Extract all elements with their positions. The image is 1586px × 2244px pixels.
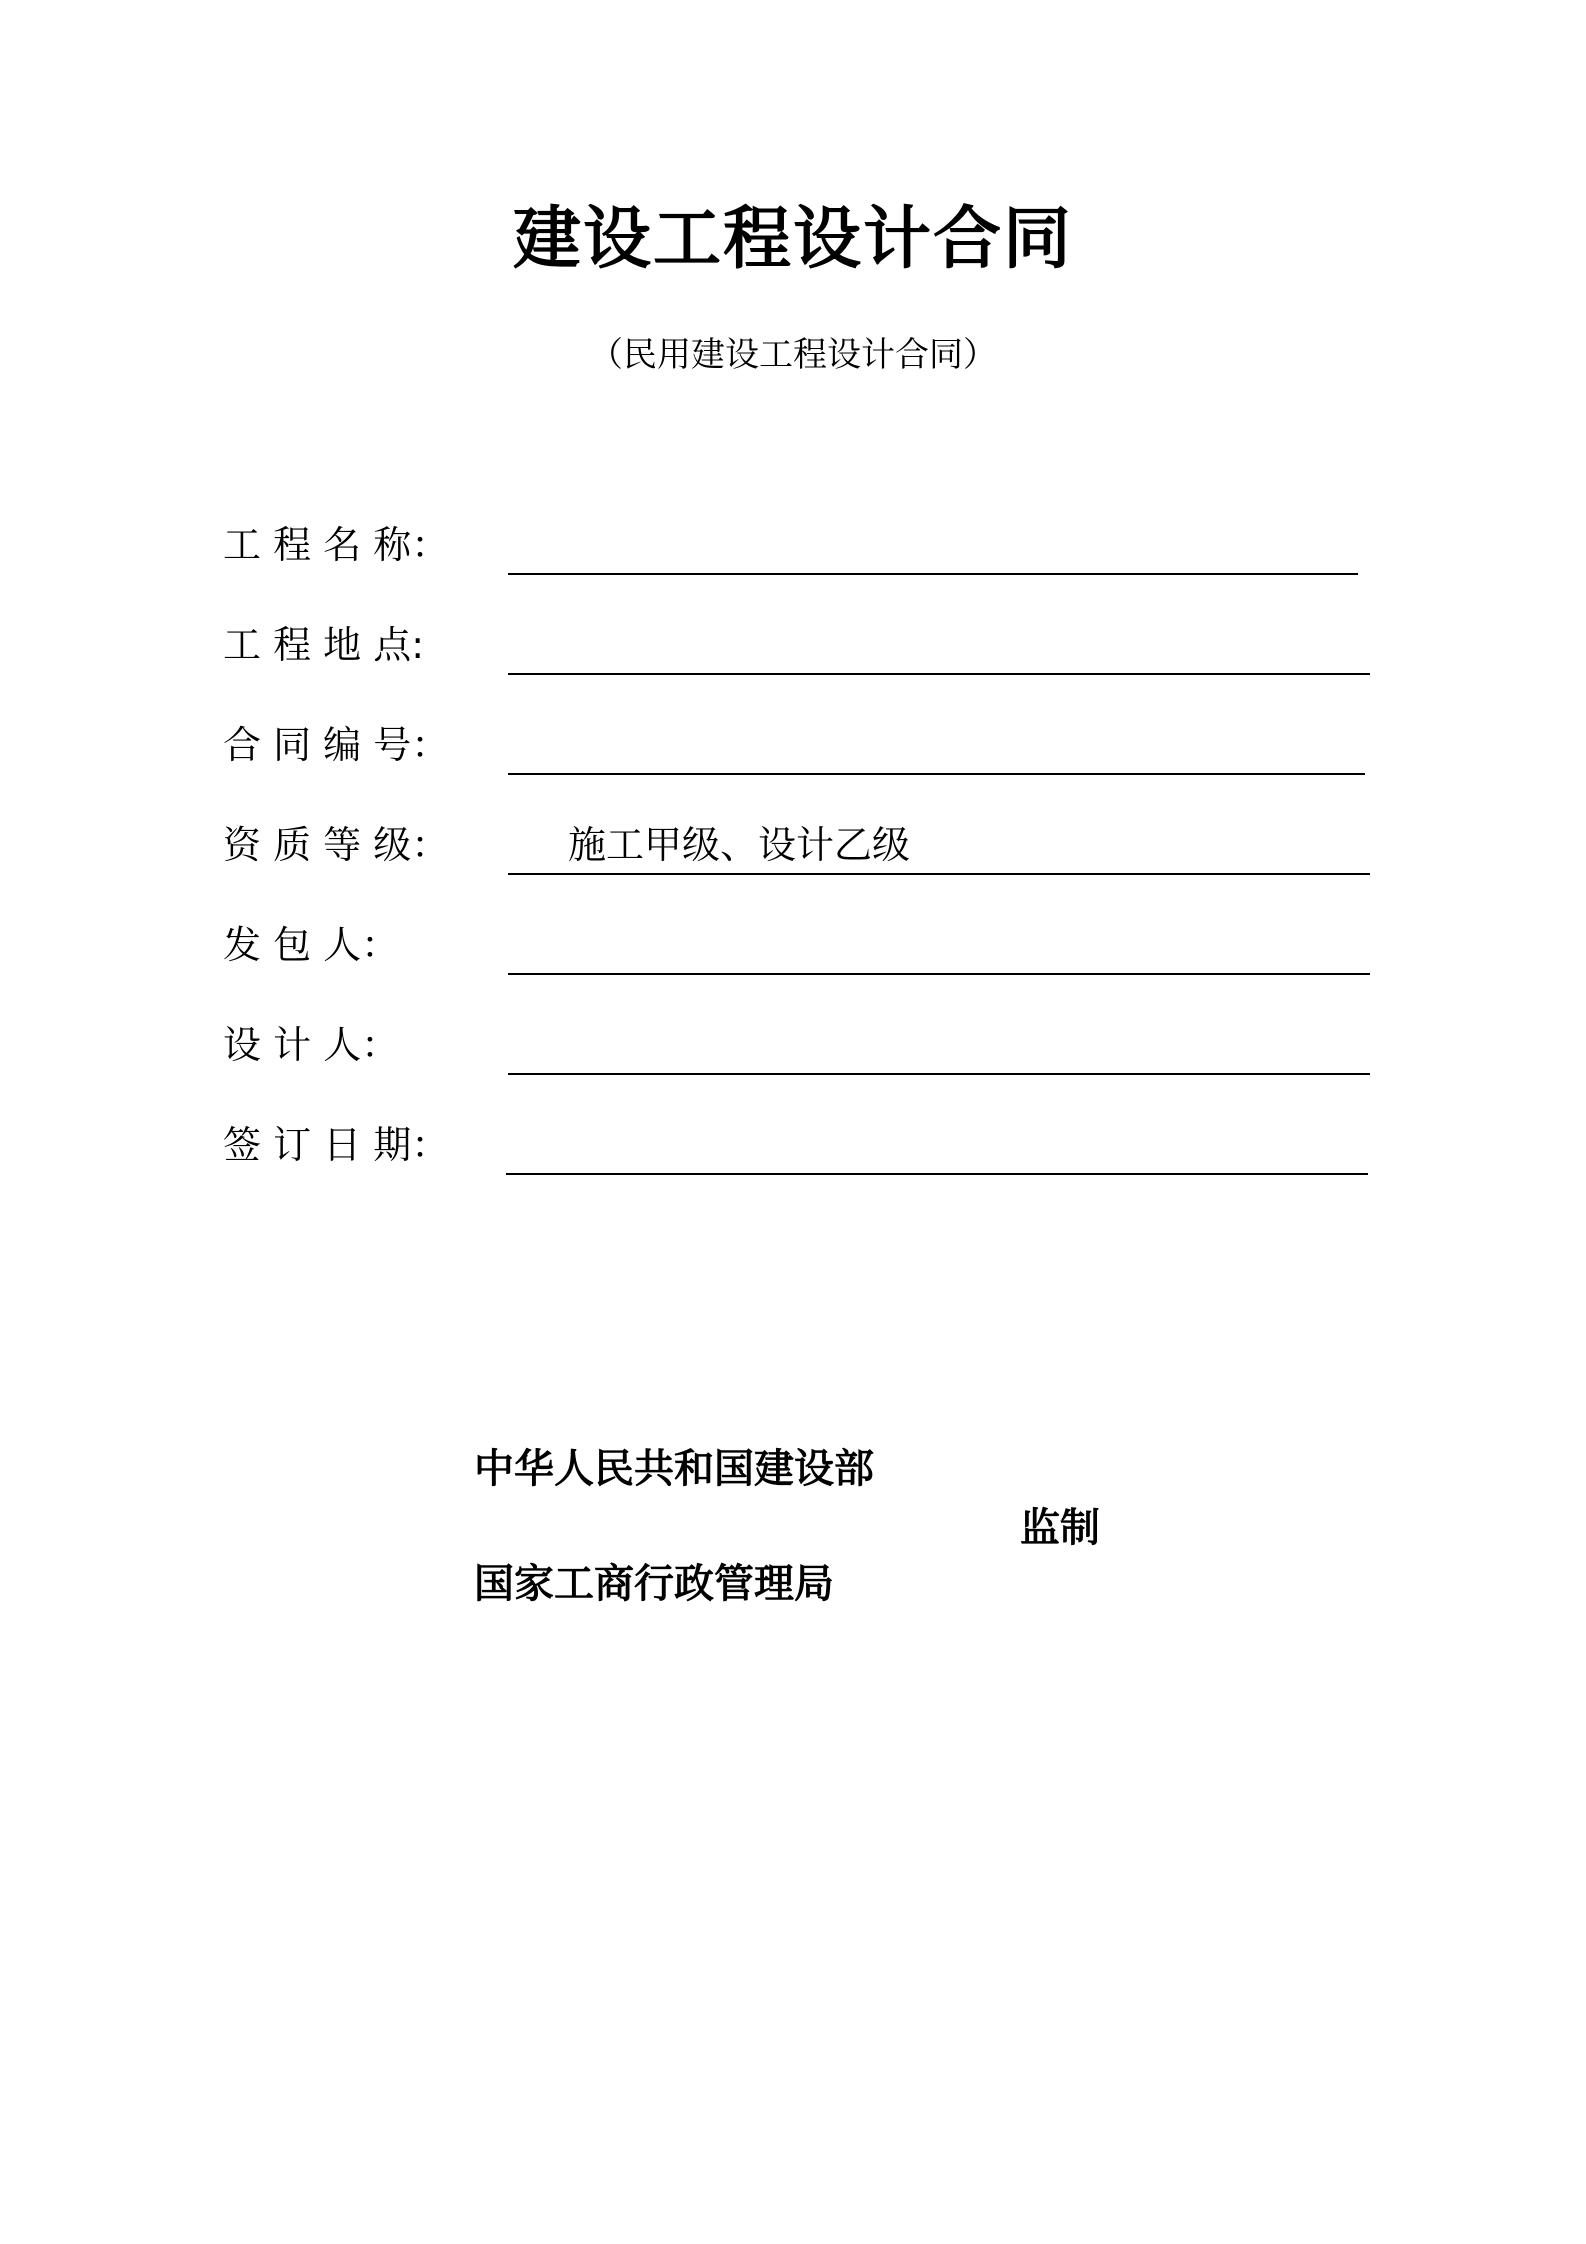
field-label: 工 程 名 称： [223,523,450,567]
field-qualification-grade [223,815,1373,875]
document-title: 建设工程设计合同 [512,200,1073,279]
field-signing-date [223,1115,1373,1175]
field-label: 签 订 日 期： [223,1123,450,1167]
contract-number-line[interactable] [508,723,1365,775]
employer-line[interactable] [508,923,1370,975]
issuer-ministry-of-construction: 中华人民共和国建设部 [474,1446,874,1492]
field-project-location [223,615,1373,675]
signing-date-line[interactable] [506,1123,1368,1175]
field-designer [223,1015,1373,1075]
field-value: 施工甲级、设计乙级 [568,823,911,867]
field-label: 工 程 地 点: [223,623,425,667]
field-label: 合 同 编 号： [223,723,450,767]
field-label: 设 计 人： [223,1023,400,1067]
designer-line[interactable] [508,1023,1370,1075]
document-subtitle: （民用建设工程设计合同） [589,335,997,375]
field-label: 资 质 等 级： [223,823,450,867]
issuer-industry-commerce-administration: 国家工商行政管理局 [474,1561,834,1607]
field-contract-number [223,715,1373,775]
project-name-line[interactable] [508,523,1358,575]
qualification-grade-line[interactable] [508,823,1370,875]
field-project-name [223,515,1373,575]
field-label: 发 包 人： [223,923,400,967]
project-location-line[interactable] [508,623,1370,675]
field-employer [223,915,1373,975]
supervise-label: 监制 [1020,1505,1100,1551]
